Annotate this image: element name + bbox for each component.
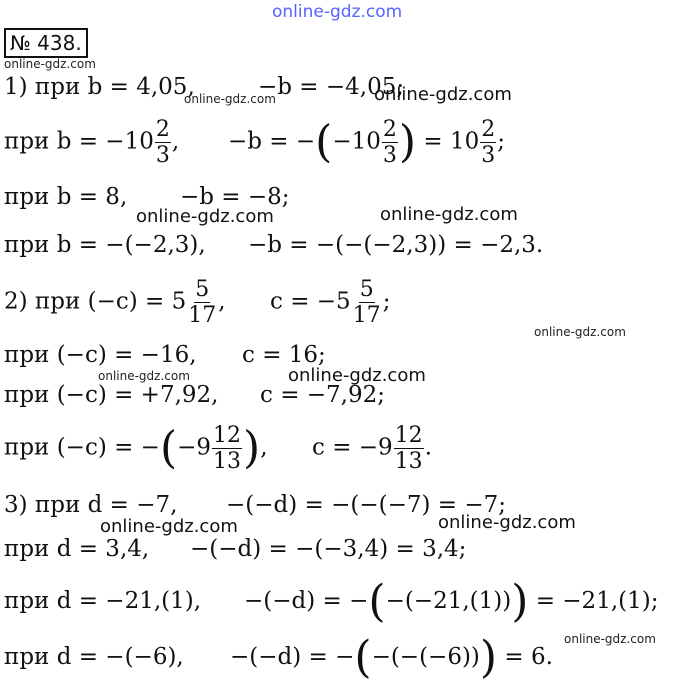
line-6-right: c = 16;: [242, 342, 326, 368]
watermark: online-gdz.com: [184, 92, 276, 106]
line-4-left: при b = −(−2,3),: [4, 232, 206, 258]
line-7-left: при (−c) = +7,92,: [4, 382, 219, 408]
watermark: online-gdz.com: [100, 516, 238, 537]
watermark: online-gdz.com: [564, 632, 656, 646]
problem-number: № 438.: [4, 28, 88, 58]
line-12-right: −(−d) = −(−(−(−6))) = 6.: [230, 632, 553, 683]
line-6-left: при (−c) = −16,: [4, 342, 197, 368]
line-3-left: при b = 8,: [4, 184, 128, 210]
line-1-right: −b = −4,05;: [258, 74, 405, 100]
line-5: 2) при (−c) = 5 $\frac{5}{17}$ ,: [4, 277, 226, 329]
line-8-right: c = −9 $\frac{12}{13}$ .: [312, 423, 432, 475]
watermark: online-gdz.com: [288, 365, 426, 386]
line-10-left: при d = 3,4,: [4, 536, 150, 562]
line-9-right: −(−d) = −(−(−7) = −7;: [226, 492, 507, 518]
line-12-left: при d = −(−6),: [4, 644, 184, 670]
line-11-right: −(−d) = −(−(−21,(1))) = −21,(1);: [244, 576, 659, 627]
fraction: $\frac{2}{3}$: [155, 117, 170, 169]
watermark: online-gdz.com: [374, 84, 512, 105]
line-8: при (−c) = −(−9 $\frac{12}{13}$ ),: [4, 422, 268, 475]
line-3-right: −b = −8;: [180, 184, 290, 210]
watermark: online-gdz.com: [4, 57, 96, 71]
watermark: online-gdz.com: [534, 325, 626, 339]
line-5-right: c = −5 $\frac{5}{17}$ ;: [270, 277, 391, 329]
watermark: online-gdz.com: [380, 204, 518, 225]
watermark: online-gdz.com: [438, 512, 576, 533]
line-2: при b = −10 $\frac{2}{3}$ ,: [4, 117, 180, 169]
line-2-right: −b = −(−10 $\frac{2}{3}$ ) = 10 $\frac{2}{3}$ ;: [228, 116, 505, 169]
line-11-left: при d = −21,(1),: [4, 588, 202, 614]
line-9-left: 3) при d = −7,: [4, 492, 178, 518]
line-10-right: −(−d) = −(−3,4) = 3,4;: [190, 536, 467, 562]
line-7-right: c = −7,92;: [260, 382, 386, 408]
line-1-left: 1) при b = 4,05,: [4, 74, 195, 100]
line-4-right: −b = −(−(−2,3)) = −2,3.: [248, 232, 544, 258]
watermark: online-gdz.com: [98, 369, 190, 383]
watermark: online-gdz.com: [136, 206, 274, 227]
watermark-top: online-gdz.com: [272, 2, 403, 22]
